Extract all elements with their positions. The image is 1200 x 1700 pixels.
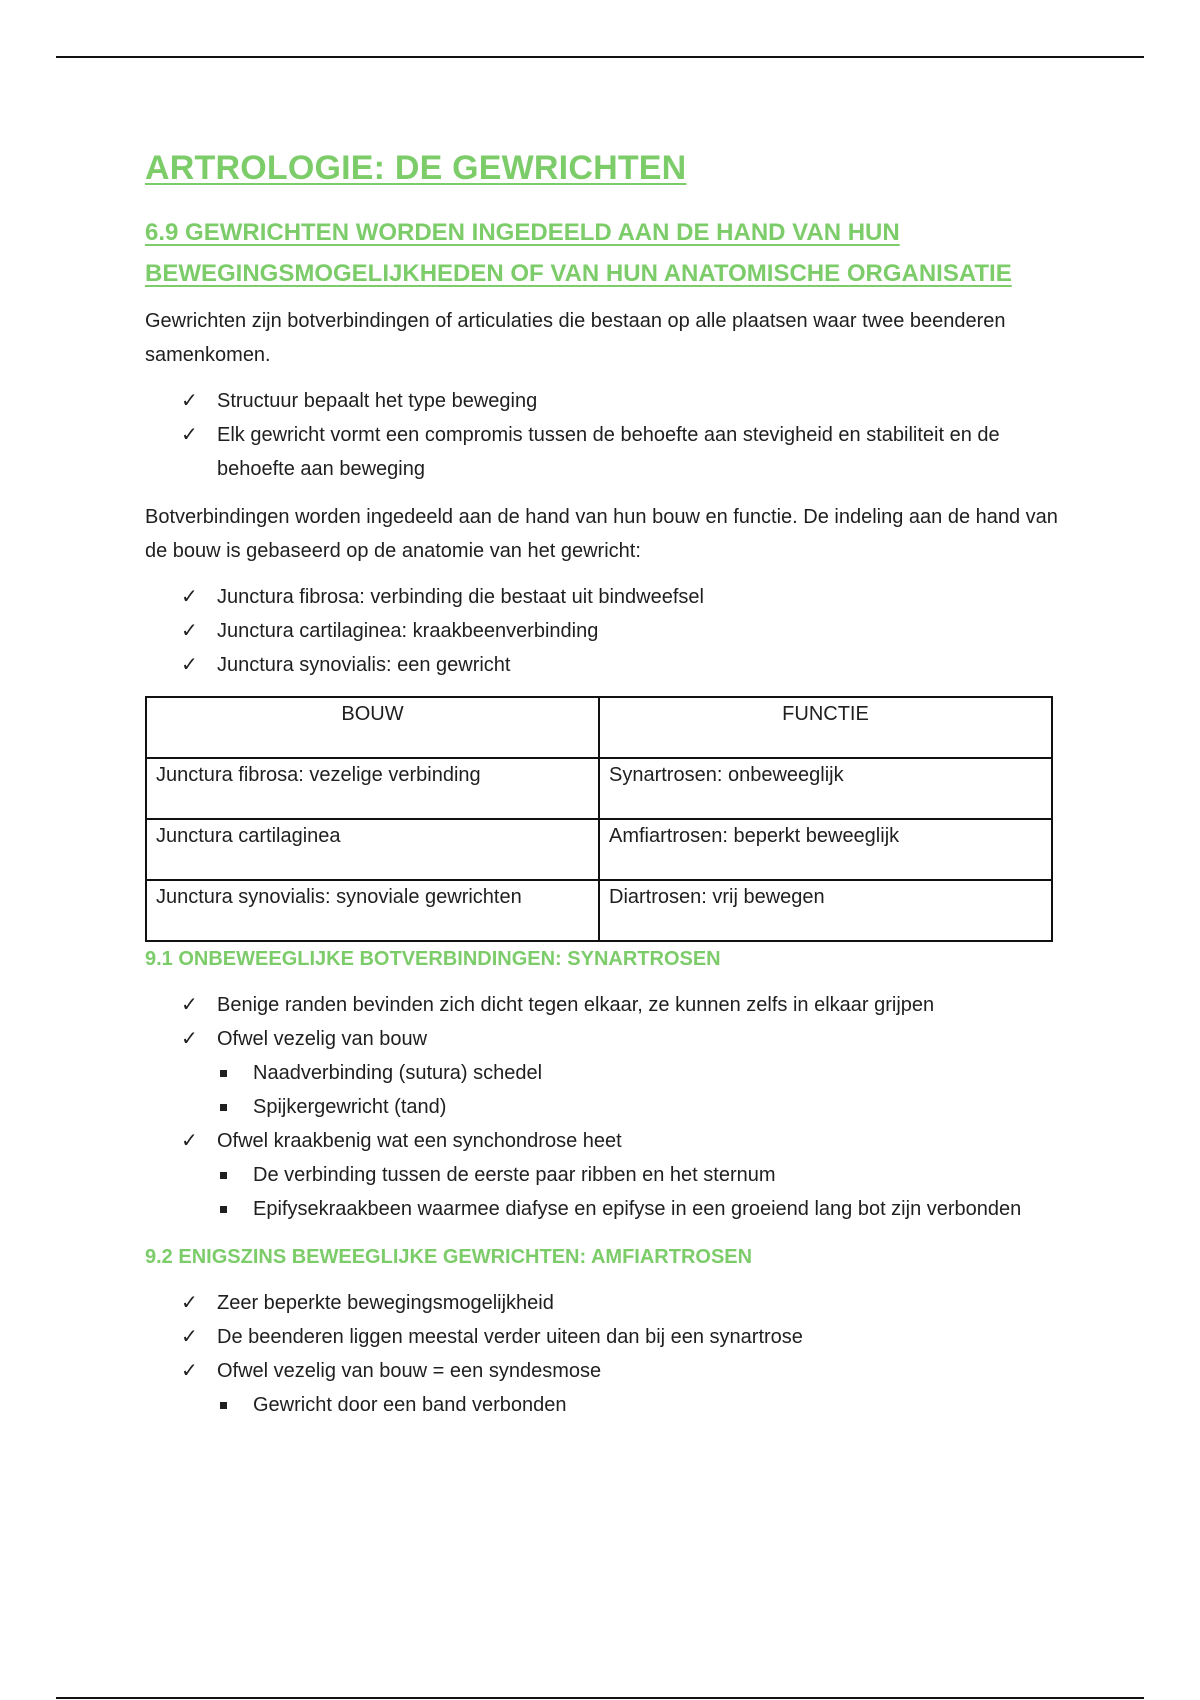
list-item: Epifysekraakbeen waarmee diafyse en epifyse in een groeiend lang bot zijn verbonden (145, 1192, 1065, 1226)
list-item: ✓ Junctura fibrosa: verbinding die bestaat uit bindweefsel (145, 580, 1065, 614)
checkmark-icon: ✓ (181, 424, 198, 446)
list-item: ✓ Ofwel vezelig van bouw Naadverbinding (sutura) schedel Spijkergewricht (tand) (145, 1022, 1065, 1124)
checkmark-icon: ✓ (181, 1326, 198, 1348)
page-title: ARTROLOGIE: DE GEWRICHTEN (145, 149, 687, 187)
checkmark-icon: ✓ (181, 994, 198, 1016)
list-item: ✓ Ofwel kraakbenig wat een synchondrose heet De verbinding tussen de eerste paar ribben en het sternum Epifysekraakbeen waarmee diafyse en epifyse in een groeiend lang bot zijn verbonden (145, 1124, 1065, 1226)
intro-paragraph: Gewrichten zijn botverbindingen of articulaties die bestaan op alle plaatsen waar twee beenderen samenkomen. (145, 310, 1006, 366)
square-bullet-icon (220, 1104, 227, 1111)
table-cell: Junctura cartilaginea (146, 819, 599, 880)
square-bullet-icon (220, 1402, 227, 1409)
section-heading-9-1: 9.1 ONBEWEEGLIJKE BOTVERBINDINGEN: SYNARTROSEN (145, 948, 721, 970)
bouw-functie-table (145, 696, 1053, 942)
sublist-syndesmose (145, 1388, 1065, 1422)
list-item: Gewricht door een band verbonden (145, 1388, 1065, 1422)
sublist-vezelig (145, 1056, 1065, 1124)
checkmark-icon: ✓ (181, 586, 198, 608)
list-item: ✓ Junctura cartilaginea: kraakbeenverbinding (145, 614, 1065, 648)
section-heading-9-2: 9.2 ENIGSZINS BEWEEGLIJKE GEWRICHTEN: AMFIARTROSEN (145, 1246, 753, 1268)
list-item: ✓ Junctura synovialis: een gewricht (145, 648, 1065, 682)
table-cell: Diartrosen: vrij bewegen (599, 880, 1052, 941)
column-header-functie: FUNCTIE (599, 697, 1052, 758)
sublist-kraakbenig (145, 1158, 1065, 1226)
list-item: ✓ Benige randen bevinden zich dicht tegen elkaar, ze kunnen zelfs in elkaar grijpen (145, 988, 1065, 1022)
bottom-rule (56, 1697, 1144, 1699)
table-cell: Junctura fibrosa: vezelige verbinding (146, 758, 599, 819)
list-item: ✓ Structuur bepaalt het type beweging (145, 384, 1065, 418)
list-item: ✓ Zeer beperkte bewegingsmogelijkheid (145, 1286, 1065, 1320)
checkmark-icon: ✓ (181, 1130, 198, 1152)
checklist-amfiartrosen (145, 1286, 1065, 1422)
list-item: ✓ Elk gewricht vormt een compromis tussen de behoefte aan stevigheid en stabiliteit en de behoefte aan beweging (145, 418, 1065, 486)
table-cell: Junctura synovialis: synoviale gewrichten (146, 880, 599, 941)
checklist-structure (145, 384, 1065, 486)
document-body (145, 146, 1065, 1436)
table-cell: Synartrosen: onbeweeglijk (599, 758, 1052, 819)
table-row (146, 819, 1052, 880)
checkmark-icon: ✓ (181, 390, 198, 412)
table-header-row (146, 697, 1052, 758)
list-item: Spijkergewricht (tand) (145, 1090, 1065, 1124)
checkmark-icon: ✓ (181, 1028, 198, 1050)
square-bullet-icon (220, 1070, 227, 1077)
checkmark-icon: ✓ (181, 620, 198, 642)
list-item: De verbinding tussen de eerste paar ribben en het sternum (145, 1158, 1065, 1192)
table-cell: Amfiartrosen: beperkt beweeglijk (599, 819, 1052, 880)
section-heading-6-9: 6.9 GEWRICHTEN WORDEN INGEDEELD AAN DE HAND VAN HUN BEWEGINGSMOGELIJKHEDEN OF VAN HUN ANATOMISCHE ORGANISATIE (145, 219, 1012, 287)
list-item: ✓ De beenderen liggen meestal verder uiteen dan bij een synartrose (145, 1320, 1065, 1354)
table-row (146, 880, 1052, 941)
square-bullet-icon (220, 1206, 227, 1213)
classification-paragraph: Botverbindingen worden ingedeeld aan de hand van hun bouw en functie. De indeling aan de hand van de bouw is gebaseerd op de anatomie van het gewricht: (145, 506, 1058, 562)
column-header-bouw: BOUW (146, 697, 599, 758)
checklist-synartrosen (145, 988, 1065, 1226)
list-item: Naadverbinding (sutura) schedel (145, 1056, 1065, 1090)
top-rule (56, 56, 1144, 58)
square-bullet-icon (220, 1172, 227, 1179)
checkmark-icon: ✓ (181, 1292, 198, 1314)
list-item: ✓ Ofwel vezelig van bouw = een syndesmose Gewricht door een band verbonden (145, 1354, 1065, 1422)
checklist-junctura (145, 580, 1065, 682)
table-row (146, 758, 1052, 819)
checkmark-icon: ✓ (181, 654, 198, 676)
checkmark-icon: ✓ (181, 1360, 198, 1382)
